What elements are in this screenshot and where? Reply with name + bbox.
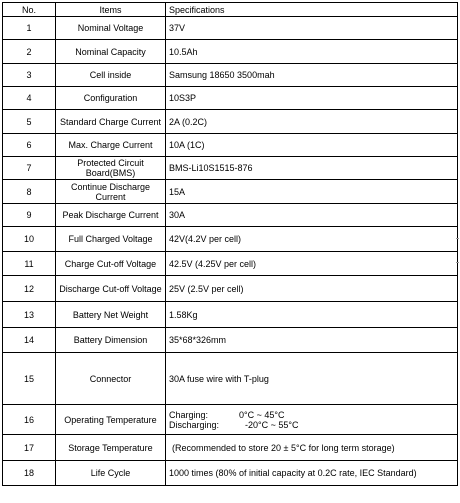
row-number: 6: [3, 134, 56, 157]
header-row: [3, 3, 458, 17]
row-item: Storage Temperature: [56, 435, 166, 461]
table-row: [3, 64, 458, 87]
row-item: Peak Discharge Current: [56, 204, 166, 227]
row-number: 12: [3, 276, 56, 302]
row-item: Operating Temperature: [56, 405, 166, 435]
row-spec-temperature: [166, 405, 458, 435]
table-row: [3, 328, 458, 353]
row-item: Battery Dimension: [56, 328, 166, 353]
row-spec: 10.5Ah: [166, 40, 458, 64]
row-item: Full Charged Voltage: [56, 227, 166, 252]
row-item: Life Cycle: [56, 461, 166, 486]
row-item: Battery Net Weight: [56, 302, 166, 328]
row-number: 14: [3, 328, 56, 353]
row-item: Max. Charge Current: [56, 134, 166, 157]
row-spec: 30A fuse wire with T-plug: [166, 353, 458, 405]
row-spec: 35*68*326mm: [166, 328, 458, 353]
row-number: 18: [3, 461, 56, 486]
row-item: Nominal Voltage: [56, 17, 166, 40]
row-number: 7: [3, 157, 56, 180]
row-number: 9: [3, 204, 56, 227]
row-spec: 2A (0.2C): [166, 110, 458, 134]
row-item: Discharge Cut-off Voltage: [56, 276, 166, 302]
row-number: 13: [3, 302, 56, 328]
table-row: [3, 204, 458, 227]
row-item: Connector: [56, 353, 166, 405]
table-row: [3, 180, 458, 204]
table-row: [3, 87, 458, 110]
header-items: Items: [56, 3, 166, 17]
table-row: [3, 110, 458, 134]
row-number: 16: [3, 405, 56, 435]
row-spec: Samsung 18650 3500mah: [166, 64, 458, 87]
row-spec: 1000 times (80% of initial capacity at 0.2C rate, IEC Standard): [166, 461, 458, 486]
edge-mark: [456, 238, 459, 239]
row-number: 11: [3, 252, 56, 276]
discharging-line: [169, 420, 454, 430]
row-item: Charge Cut-off Voltage: [56, 252, 166, 276]
charging-line: [169, 410, 454, 420]
row-spec: (Recommended to store 20 ± 5°C for long term storage): [166, 435, 458, 461]
row-spec: 37V: [166, 17, 458, 40]
table-row: [3, 435, 458, 461]
row-number: 10: [3, 227, 56, 252]
table-row: [3, 134, 458, 157]
table-row: [3, 252, 458, 276]
row-number: 3: [3, 64, 56, 87]
header-specifications: Specifications: [166, 3, 458, 17]
table-row: [3, 227, 458, 252]
row-number: 15: [3, 353, 56, 405]
table-row: [3, 276, 458, 302]
row-item: Protected Circuit Board(BMS): [56, 157, 166, 180]
row-number: 8: [3, 180, 56, 204]
row-number: 1: [3, 17, 56, 40]
row-spec: BMS-Li10S1515-876: [166, 157, 458, 180]
row-number: 17: [3, 435, 56, 461]
header-no: No.: [3, 3, 56, 17]
row-spec: 42V(4.2V per cell): [166, 227, 458, 252]
table-row: [3, 157, 458, 180]
row-item: Cell inside: [56, 64, 166, 87]
row-item: Configuration: [56, 87, 166, 110]
row-number: 2: [3, 40, 56, 64]
row-number: 5: [3, 110, 56, 134]
table-row: [3, 40, 458, 64]
table-row: [3, 17, 458, 40]
table-row: [3, 353, 458, 405]
row-spec: 15A: [166, 180, 458, 204]
row-spec: 42.5V (4.25V per cell): [166, 252, 458, 276]
charging-label: Charging:: [169, 409, 209, 420]
discharging-label: Discharging:: [169, 419, 220, 430]
discharging-value: -20°C ~ 55°C: [245, 419, 299, 430]
row-spec: 30A: [166, 204, 458, 227]
row-spec: 10A (1C): [166, 134, 458, 157]
row-spec: 25V (2.5V per cell): [166, 276, 458, 302]
row-spec: 10S3P: [166, 87, 458, 110]
table-row: [3, 461, 458, 486]
row-spec: 1.58Kg: [166, 302, 458, 328]
charging-value: 0°C ~ 45°C: [239, 409, 285, 420]
row-item: Nominal Capacity: [56, 40, 166, 64]
row-number: 4: [3, 87, 56, 110]
table-row: [3, 302, 458, 328]
edge-mark: [456, 262, 459, 263]
row-item: Continue Discharge Current: [56, 180, 166, 204]
table-row: [3, 405, 458, 435]
row-item: Standard Charge Current: [56, 110, 166, 134]
specifications-table: [2, 2, 458, 486]
